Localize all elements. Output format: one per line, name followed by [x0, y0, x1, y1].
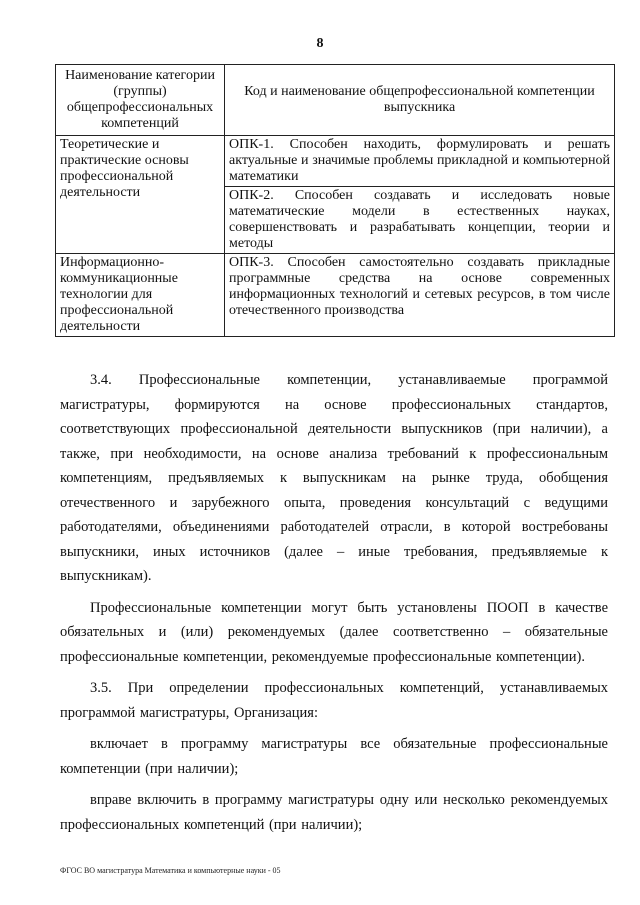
header-competence: Код и наименование общепрофессиональной компетенции выпускника [225, 65, 615, 136]
header-category: Наименование категории (группы) общепрофессиональных компетенций [56, 65, 225, 136]
table-header-row [56, 65, 615, 136]
paragraph-may-include: вправе включить в программу магистратуры одну или несколько рекомендуемых профессиональных компетенций (при наличии); [60, 792, 608, 833]
competence-cell-opk2: ОПК-2. Способен создавать и исследовать новые математические модели в естественных науках, совершенствовать и разрабатывать концепции, теории и методы [225, 187, 615, 254]
page-number: 8 [316, 36, 324, 51]
body-text [60, 368, 608, 837]
competencies-table [55, 64, 615, 337]
table-row [56, 136, 615, 187]
competence-cell-opk3: ОПК-3. Способен самостоятельно создавать прикладные программные средства на основе современных информационных технологий и сетевых ресурсов, в том числе отечественного производства [225, 254, 615, 337]
paragraph-prof-competencies: Профессиональные компетенции могут быть установлены ПООП в качестве обязательных и (или) рекомендуемых (далее соответственно – обязательные профессиональные компетенции, рекомендуемые профессиональные компетенции). [60, 599, 608, 665]
paragraph-3-4: 3.4. Профессиональные компетенции, устанавливаемые программой магистратуры, формируются на основе профессиональных стандартов, соответствующих профессиональной деятельности выпускников (при наличии), а также, при необходимости, на основе анализа требований к профессиональным компетенциям, предъявляемых к выпускникам на рынке труда, обобщения отечественного и зарубежного опыта, проведения консультаций с ведущими работодателями, объединениями работодателей отрасли, в которой востребованы выпускники, иных источников (далее – иные требования, предъявляемые к выпускникам). [60, 372, 608, 584]
category-cell: Информационно-коммуникационные технологии для профессиональной деятельности [56, 254, 225, 337]
category-cell: Теоретические и практические основы профессиональной деятельности [56, 136, 225, 254]
paragraph-includes: включает в программу магистратуры все обязательные профессиональные компетенции (при наличии); [60, 736, 608, 777]
competence-cell-opk1: ОПК-1. Способен находить, формулировать и решать актуальные и значимые проблемы прикладной и компьютерной математики [225, 136, 615, 187]
footer: ФГОС ВО магистратура Математика и компьютерные науки - 05 [60, 866, 281, 875]
table-row [56, 254, 615, 337]
paragraph-3-5: 3.5. При определении профессиональных компетенций, устанавливаемых программой магистратуры, Организация: [60, 680, 608, 721]
